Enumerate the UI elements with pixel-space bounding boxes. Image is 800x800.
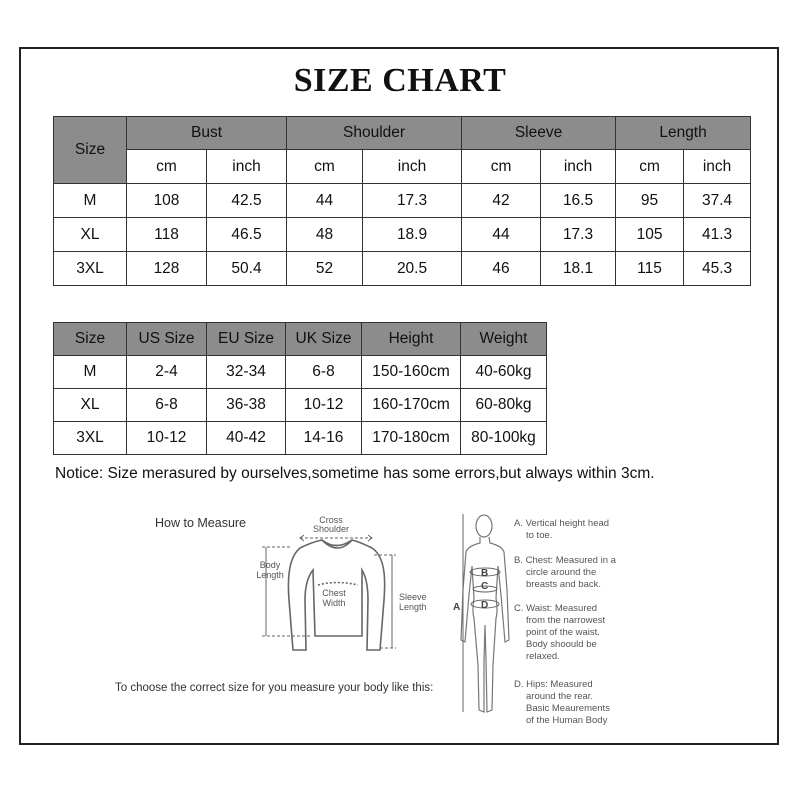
- note-c-line: relaxed.: [526, 651, 560, 662]
- table-cell: 14-16: [286, 422, 362, 455]
- table-cell: 46.5: [207, 218, 287, 252]
- unit-header: cm: [127, 150, 207, 184]
- cross-label-2: Shoulder: [312, 524, 350, 534]
- unit-header: cm: [462, 150, 541, 184]
- table-row: [54, 218, 751, 252]
- table-cell: M: [54, 356, 127, 389]
- unit-header: inch: [684, 150, 751, 184]
- table-row: [54, 422, 547, 455]
- unit-header: cm: [287, 150, 363, 184]
- table-cell: 160-170cm: [362, 389, 461, 422]
- length-header: Length: [616, 117, 751, 150]
- table-row: [54, 389, 547, 422]
- note-c-line: point of the waist.: [526, 627, 600, 638]
- table-cell: 18.1: [541, 252, 616, 286]
- table-cell: 10-12: [127, 422, 207, 455]
- table-cell: 105: [616, 218, 684, 252]
- table-row: [54, 252, 751, 286]
- sleeve-label-1: Sleeve: [399, 592, 427, 602]
- table-cell: 52: [287, 252, 363, 286]
- how-to-measure-label: How to Measure: [155, 516, 247, 530]
- table-cell: 150-160cm: [362, 356, 461, 389]
- table-cell: 50.4: [207, 252, 287, 286]
- note-d-line: D. Hips: Measured: [514, 679, 593, 690]
- table-cell: M: [54, 184, 127, 218]
- sleeve-header: Sleeve: [462, 117, 616, 150]
- chest-label-1: Chest: [322, 588, 346, 598]
- cross-label-1: Cross: [319, 515, 343, 525]
- page-title: SIZE CHART: [293, 62, 507, 99]
- table-cell: 3XL: [54, 422, 127, 455]
- uk-size-header: UK Size: [286, 323, 362, 356]
- table-cell: 45.3: [684, 252, 751, 286]
- body-label-a: A: [453, 602, 461, 613]
- weight-header: Weight: [461, 323, 547, 356]
- table-cell: 170-180cm: [362, 422, 461, 455]
- note-c-line: from the narrowest: [526, 615, 606, 626]
- note-d-line: of the Human Body: [526, 715, 608, 726]
- table-cell: 95: [616, 184, 684, 218]
- unit-header: inch: [207, 150, 287, 184]
- table-cell: 40-42: [207, 422, 286, 455]
- sleeve-label-2: Length: [399, 602, 427, 612]
- table-cell: 46: [462, 252, 541, 286]
- measurement-table: [53, 116, 751, 286]
- table-cell: 41.3: [684, 218, 751, 252]
- body-label-c: C: [481, 581, 489, 592]
- table-cell: 10-12: [286, 389, 362, 422]
- table-cell: 42: [462, 184, 541, 218]
- unit-header: cm: [616, 150, 684, 184]
- note-b-line: circle around the: [526, 567, 597, 578]
- table-cell: 36-38: [207, 389, 286, 422]
- shoulder-header: Shoulder: [287, 117, 462, 150]
- table-cell: 20.5: [363, 252, 462, 286]
- table-cell: XL: [54, 218, 127, 252]
- table-cell: 2-4: [127, 356, 207, 389]
- unit-header: inch: [541, 150, 616, 184]
- note-b-line: breasts and back.: [526, 579, 601, 590]
- table-cell: 40-60kg: [461, 356, 547, 389]
- eu-size-header: EU Size: [207, 323, 286, 356]
- body-label-b: B: [481, 568, 489, 579]
- size-header: Size: [54, 117, 127, 184]
- table-cell: 6-8: [286, 356, 362, 389]
- table-cell: 16.5: [541, 184, 616, 218]
- table-cell: 32-34: [207, 356, 286, 389]
- note-d-line: around the rear.: [526, 691, 594, 702]
- table-cell: 3XL: [54, 252, 127, 286]
- table-cell: 118: [127, 218, 207, 252]
- table-cell: 60-80kg: [461, 389, 547, 422]
- conversion-table: [53, 322, 547, 455]
- table-cell: 44: [287, 184, 363, 218]
- table-cell: 115: [616, 252, 684, 286]
- height-header: Height: [362, 323, 461, 356]
- us-size-header: US Size: [127, 323, 207, 356]
- note-b-line: B. Chest: Measured in a: [514, 555, 616, 566]
- table-cell: 44: [462, 218, 541, 252]
- table-cell: 128: [127, 252, 207, 286]
- table-cell: XL: [54, 389, 127, 422]
- note-c-line: C. Waist: Measured: [514, 603, 598, 614]
- note-a-line: to toe.: [526, 530, 553, 541]
- table-cell: 6-8: [127, 389, 207, 422]
- table-cell: 17.3: [363, 184, 462, 218]
- notice-text: Notice: Size merasured by ourselves,sometime has some errors,but always within 3cm.: [55, 465, 655, 482]
- table-cell: 108: [127, 184, 207, 218]
- choose-size-text: To choose the correct size for you measure your body like this:: [115, 682, 434, 694]
- table-cell: 48: [287, 218, 363, 252]
- note-c-line: Body shoould be: [526, 639, 597, 650]
- table-row: [54, 356, 547, 389]
- bust-header: Bust: [127, 117, 287, 150]
- chest-label-2: Width: [322, 598, 346, 608]
- unit-header: inch: [363, 150, 462, 184]
- table-cell: 80-100kg: [461, 422, 547, 455]
- table-row: [54, 184, 751, 218]
- table-cell: 37.4: [684, 184, 751, 218]
- table-cell: 17.3: [541, 218, 616, 252]
- table-cell: 42.5: [207, 184, 287, 218]
- size-header: Size: [54, 323, 127, 356]
- note-d-line: Basic Meaurements: [526, 703, 610, 714]
- table-cell: 18.9: [363, 218, 462, 252]
- note-a-line: A. Vertical height head: [514, 518, 610, 529]
- body-label-d: D: [481, 600, 489, 611]
- body-length-label-2: Length: [256, 570, 284, 580]
- body-length-label-1: Body: [259, 560, 281, 570]
